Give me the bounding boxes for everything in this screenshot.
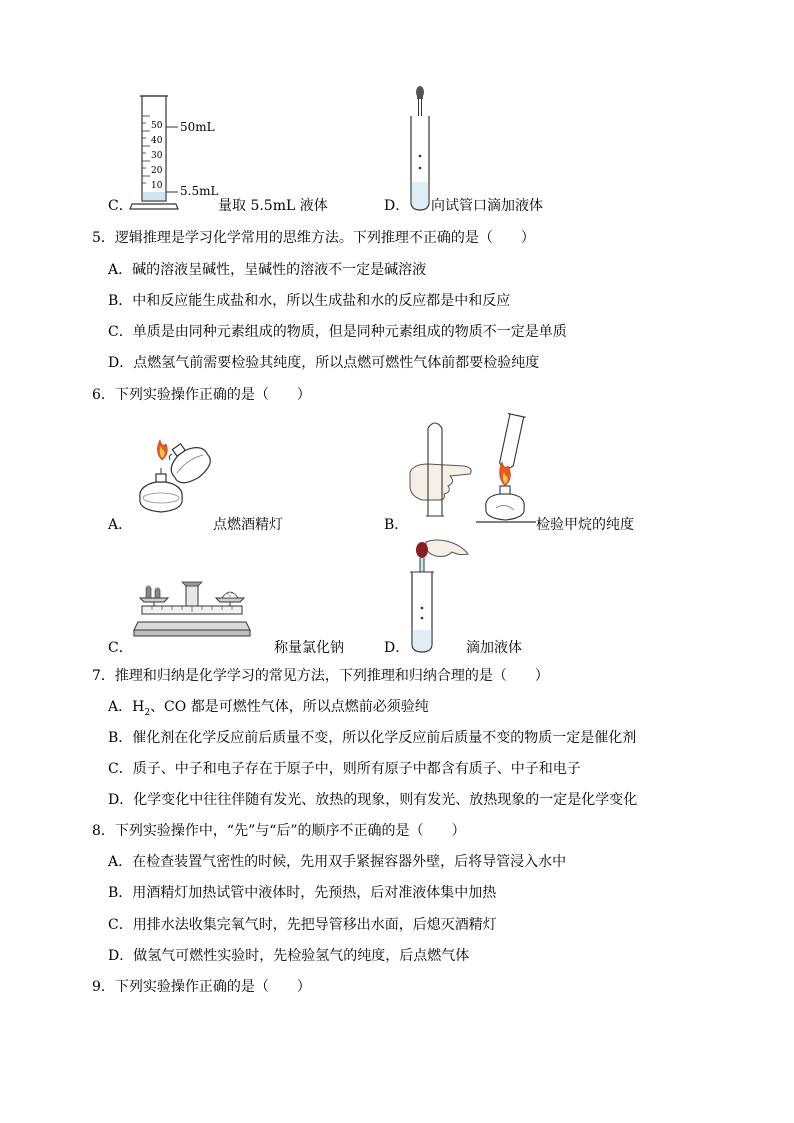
question-7-option-a — [108, 698, 429, 722]
cylinder-tick-20: 20 — [151, 166, 163, 176]
question-7-option-b: B．催化剂在化学反应前后质量不变，所以化学反应前后质量不变的物质一定是催化剂 — [108, 730, 637, 746]
cylinder-tick-30: 30 — [151, 151, 163, 161]
option-a-prefix: A．H — [108, 699, 145, 715]
question-5-option-d: D．点燃氢气前需要检验其纯度，所以点燃可燃性气体前都要检验纯度 — [108, 355, 540, 371]
option-text: 称量氯化钠 — [274, 640, 344, 656]
cylinder-mark-top: 50mL — [180, 120, 215, 134]
question-8-option-a: A．在检查装置气密性的时候，先用双手紧握容器外壁，后将导管浸入水中 — [108, 854, 567, 870]
balance-scale-icon — [132, 572, 252, 642]
cylinder-tick-50: 50 — [151, 121, 163, 131]
dropper-over-test-tube-icon — [406, 84, 446, 214]
alcohol-lamp-lighting-icon — [128, 436, 218, 526]
question-8-stem: 8．下列实验操作中，“先”与“后”的顺序不正确的是（ ） — [92, 823, 466, 839]
question-6-stem: 6．下列实验操作正确的是（ ） — [92, 387, 311, 403]
option-letter: D． — [384, 640, 410, 656]
question-7-option-c: C．质子、中子和电子存在于原子中，则所有原子中都含有质子、中子和电子 — [108, 761, 581, 777]
question-5-option-c: C．单质是由同种元素组成的物质，但是同种元素组成的物质不一定是单质 — [108, 324, 567, 340]
question-8-option-b: B．用酒精灯加热试管中液体时，先预热，后对准液体集中加热 — [108, 885, 497, 901]
methane-purity-test-icon — [404, 408, 584, 528]
question-5-option-b: B．中和反应能生成盐和水，所以生成盐和水的反应都是中和反应 — [108, 293, 511, 309]
question-7-stem: 7．推理和归纳是化学学习的常见方法，下列推理和归纳合理的是（ ） — [92, 668, 549, 684]
cylinder-tick-10: 10 — [151, 181, 163, 191]
option-letter: A． — [108, 517, 133, 533]
option-letter: B． — [384, 517, 409, 533]
option-text: 点燃酒精灯 — [213, 517, 283, 533]
option-letter: C． — [108, 198, 133, 214]
option-a-rest: 、CO 都是可燃性气体，所以点燃前必须验纯 — [150, 699, 429, 715]
question-7-option-d: D．化学变化中往往伴随有发光、放热的现象，则有发光、放热现象的一定是化学变化 — [108, 792, 638, 808]
option-text: 滴加液体 — [466, 640, 522, 656]
question-8-option-c: C．用排水法收集完氧气时，先把导管移出水面，后熄灭酒精灯 — [108, 917, 497, 933]
option-letter: D． — [384, 198, 410, 214]
question-5-option-a: A．碱的溶液呈碱性，呈碱性的溶液不一定是碱溶液 — [108, 262, 427, 278]
cylinder-mark-bottom: 5.5mL — [180, 184, 219, 198]
option-text: 量取 5.5mL 液体 — [218, 198, 328, 214]
question-9-stem: 9．下列实验操作正确的是（ ） — [92, 979, 311, 995]
dropper-into-test-tube-icon — [406, 536, 476, 656]
cylinder-tick-40: 40 — [151, 136, 163, 146]
question-8-option-d: D．做氢气可燃性实验时，先检验氢气的纯度，后点燃气体 — [108, 948, 470, 964]
option-text: 检验甲烷的纯度 — [536, 517, 634, 533]
question-5-stem: 5．逻辑推理是学习化学常用的思维方法。下列推理不正确的是（ ） — [92, 230, 535, 246]
subscript-2: 2 — [144, 707, 151, 718]
option-letter: C． — [108, 640, 133, 656]
option-text: 向试管口滴加液体 — [431, 198, 543, 214]
